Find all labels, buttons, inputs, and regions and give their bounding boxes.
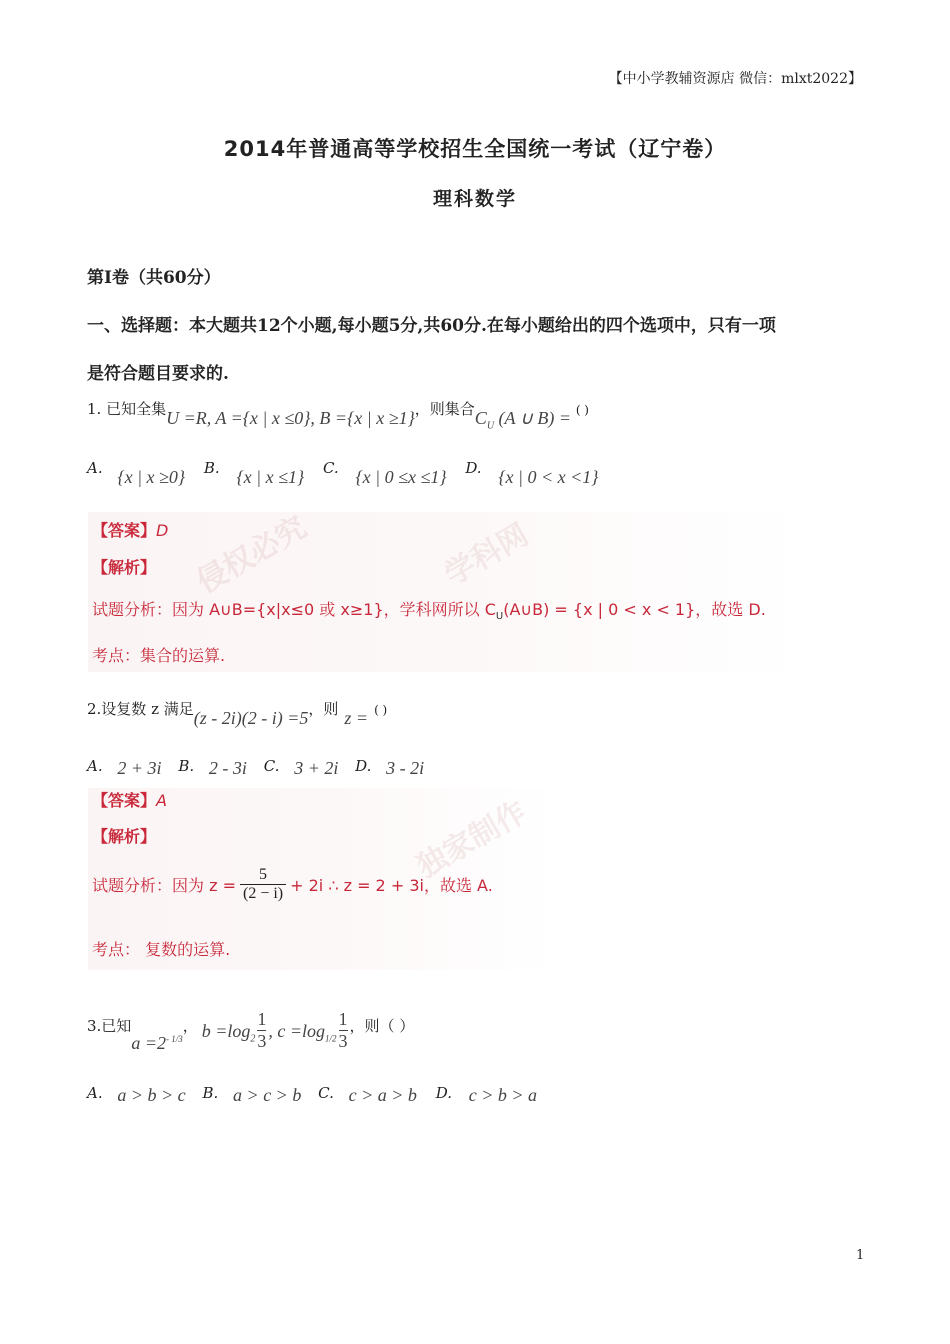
analysis-1 [92, 597, 766, 622]
option-label: B. [178, 757, 195, 775]
math-expression [268, 1021, 336, 1044]
math-c: , c =log [268, 1021, 326, 1041]
header-note: 【中小学教辅资源店 微信：mlxt2022】 [608, 71, 862, 87]
answer-blank: ，则（ ） [349, 1017, 415, 1035]
option-text: a > c > b [233, 1085, 302, 1105]
math-expression: z = [344, 708, 369, 728]
question-stem: 1. 已知全集 [87, 400, 167, 418]
option-label: A. [87, 459, 103, 477]
fraction-denominator: 3 [257, 1031, 267, 1051]
fraction-numerator: 1 [257, 1009, 267, 1029]
question-2 [87, 698, 388, 728]
analysis-text: 试题分析：因为 A∪B={x|x≤0 或 x≥1}，学科网所以 C [92, 600, 496, 619]
option-label: D. [435, 1084, 452, 1102]
math-subscript: U [495, 611, 504, 623]
instruction-line-1: 一、选择题：本大题共12个小题,每小题5分,共60分.在每小题给出的四个选项中，只有一项 [87, 316, 776, 336]
option-label: D. [355, 757, 372, 775]
answer-label: 【答案】 [92, 791, 157, 810]
math-expression: (A ∪ B) = [498, 408, 572, 428]
math-a: a =2 [131, 1033, 166, 1053]
fraction [339, 1009, 348, 1052]
math-exponent: - 1/3 [165, 1034, 183, 1044]
knowledge-point-1: 考点：集合的运算. [92, 646, 226, 665]
question-2-options [87, 755, 424, 776]
watermark: 侵权必究 [191, 509, 313, 601]
math-expression: C [474, 408, 487, 428]
knowledge-point-2: 考点： 复数的运算. [92, 940, 231, 959]
question-stem: 3.已知 [87, 1017, 132, 1035]
option-label: A. [87, 1084, 103, 1102]
question-text: ，则 [308, 700, 339, 718]
option-text: a > b > c [117, 1085, 186, 1105]
question-stem: 2.设复数 z 满足 [87, 700, 194, 718]
answer-1 [92, 518, 168, 541]
answer-label: 【答案】 [92, 521, 157, 540]
analysis-label: 【解析】 [92, 558, 157, 577]
question-3-options [87, 1082, 537, 1103]
fraction-denominator: (2 − i) [240, 884, 286, 903]
fraction-denominator: 3 [338, 1031, 348, 1051]
math-subscript: 1/2 [325, 1033, 337, 1044]
answer-value: A [156, 791, 167, 810]
analysis-label: 【解析】 [92, 827, 157, 846]
answer-blank: ( ) [374, 703, 388, 717]
analysis-text: 试题分析：因为 z = [92, 876, 236, 895]
fraction-numerator: 1 [338, 1009, 348, 1029]
math-expression [202, 1021, 256, 1045]
answer-value: D [156, 521, 169, 540]
answer-blank: ( ) [575, 403, 589, 417]
fraction [240, 866, 286, 903]
option-text: {x | x ≤1} [236, 467, 305, 487]
option-text: 2 - 3i [208, 758, 247, 778]
option-text: {x | x ≥0} [117, 467, 186, 487]
math-expression: U =R, A ={x | x ≤0}, B ={x | x ≥1} [166, 408, 415, 428]
answer-2 [92, 788, 167, 811]
math-expression: (z - 2i)(2 - i) =5 [193, 708, 309, 728]
watermark: 学科网 [439, 517, 535, 593]
option-label: B. [203, 459, 220, 477]
option-text: {x | 0 < x <1} [498, 467, 599, 487]
question-3 [87, 1009, 415, 1054]
option-text: 2 + 3i [117, 758, 162, 778]
math-subscript: U [486, 420, 495, 432]
option-text: {x | 0 ≤x ≤1} [355, 467, 447, 487]
section-heading: 第Ⅰ卷（共60分） [87, 268, 221, 288]
math-expression [131, 1033, 182, 1054]
math-b: b =log [201, 1021, 251, 1041]
option-text: 3 + 2i [294, 758, 339, 778]
instruction-line-2: 是符合题目要求的. [87, 364, 229, 384]
analysis-label-2 [92, 824, 156, 847]
option-label: A. [87, 757, 103, 775]
analysis-label-1 [92, 555, 156, 578]
option-label: D. [465, 459, 482, 477]
option-text: c > a > b [348, 1085, 417, 1105]
question-1-options [87, 457, 599, 487]
option-text: c > b > a [468, 1085, 538, 1105]
analysis-2 [92, 866, 493, 903]
analysis-text: (A∪B) = {x | 0 < x < 1}，故选 D. [503, 600, 766, 619]
watermark: 独家制作 [411, 794, 533, 886]
page-title: 2014年普通高等学校招生全国统一考试（辽宁卷） [223, 137, 727, 161]
option-label: C. [318, 1084, 334, 1102]
question-1 [87, 398, 589, 432]
fraction [257, 1009, 266, 1052]
page-subtitle: 理科数学 [432, 188, 517, 210]
option-label: B. [202, 1084, 219, 1102]
option-text: 3 - 2i [386, 758, 425, 778]
question-text: ，则集合 [414, 400, 475, 418]
math-subscript: 2 [250, 1033, 256, 1045]
fraction-numerator: 5 [259, 866, 268, 883]
analysis-text: + 2i ∴ z = 2 + 3i，故选 A. [290, 876, 493, 895]
option-label: C. [322, 459, 339, 477]
option-label: C. [263, 757, 280, 775]
question-text: ， [182, 1017, 198, 1035]
page-number: 1 [856, 1248, 865, 1263]
